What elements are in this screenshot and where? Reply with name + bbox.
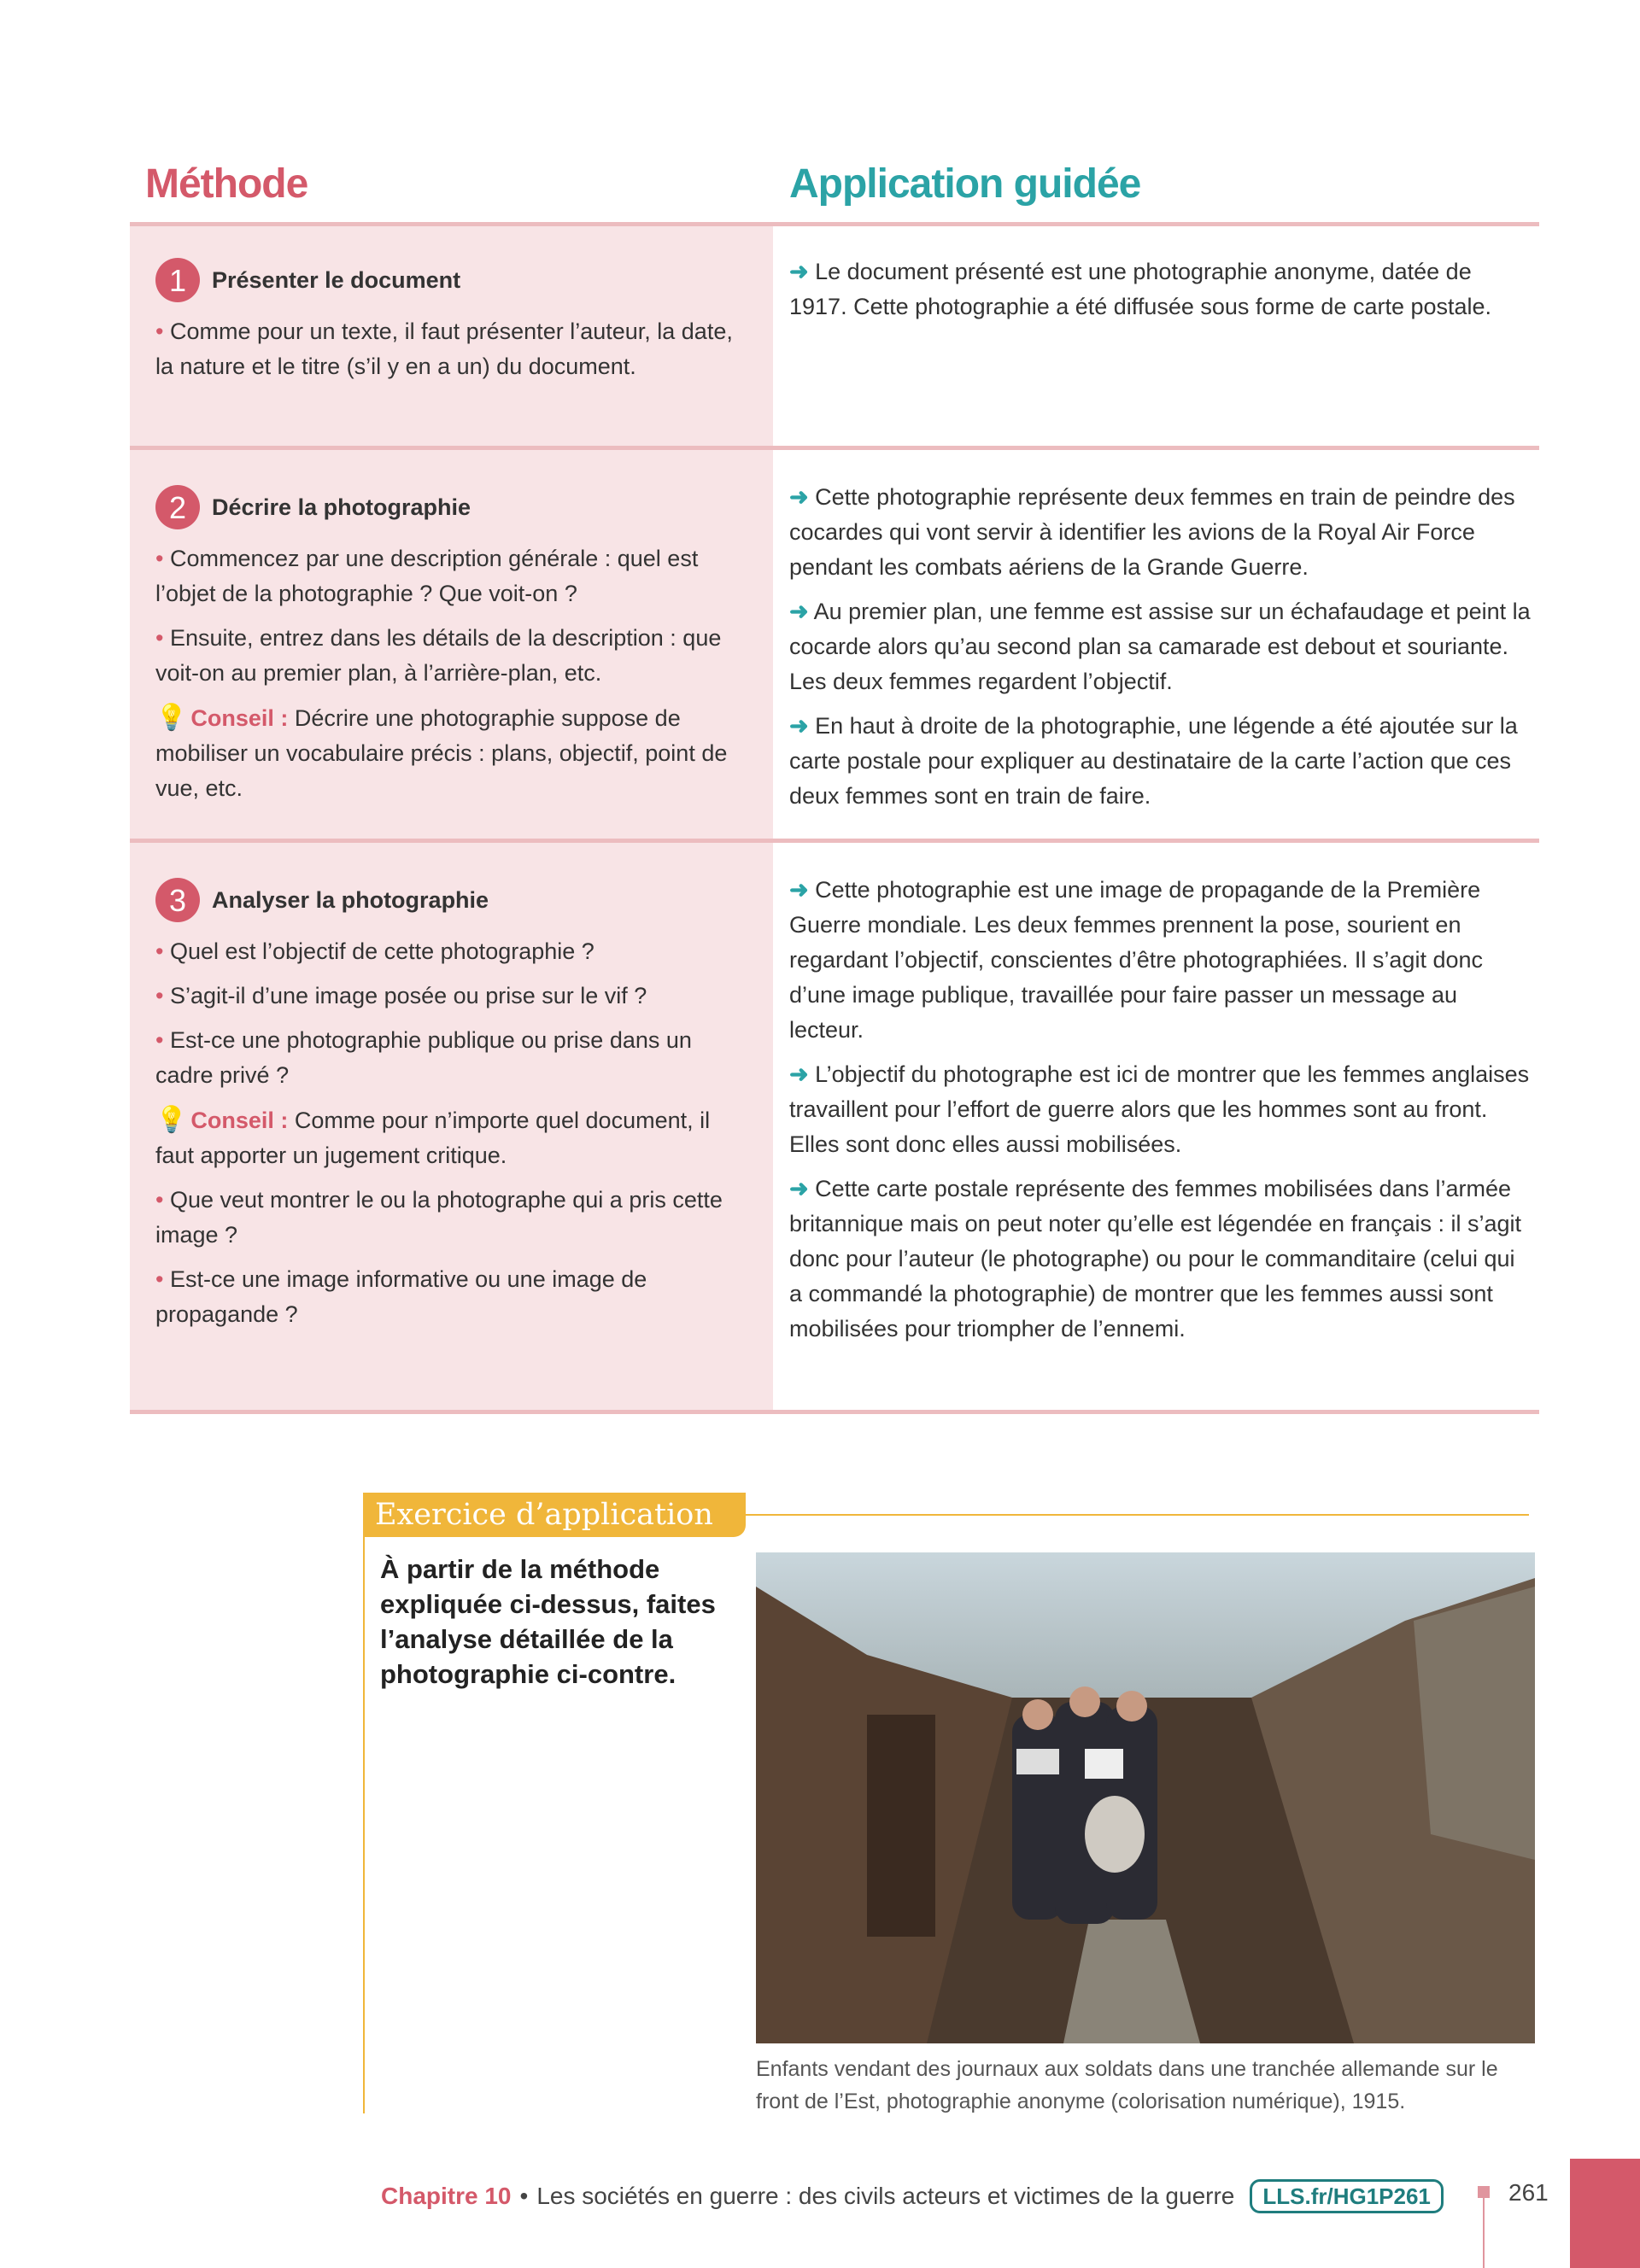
arrow-icon: ➜ [789,484,809,510]
arrow-icon: ➜ [789,259,809,284]
method-bullet: Comme pour un texte, il faut présenter l’auteur, la date, la nature et le titre (s’il y en a un) du document. [155,319,733,379]
method-bullet: Que veut montrer le ou la photographe qui a pris cette image ? [155,1187,723,1248]
divider [130,839,1539,843]
conseil-label: Conseil : [190,1108,289,1133]
arrow-icon: ➜ [789,713,809,739]
conseil-label: Conseil : [190,705,289,731]
lls-link[interactable]: LLS.fr/HG1P261 [1250,2179,1444,2213]
divider [130,222,1539,226]
application-text: Le document présenté est une photographie anonyme, datée de 1917. Cette photographie a été diffusée sous forme de carte postale. [789,259,1492,319]
arrow-icon: ➜ [789,877,809,903]
arrow-icon: ➜ [789,1176,809,1201]
step-3: 3 Analyser la photographie • Quel est l’objectif de cette photographie ? • S’agit-il d’une image posée ou prise sur le vif ? • Est-ce une photographie publique ou prise dans un cadre privé ? 💡 Conseil : Comme pour n’importe quel document, il faut apporter un jugement critique. • Que veut montrer le ou la photographe qui a pris cette image ? • Est-ce une image informative ou une image de propagande ? [155,878,753,1342]
step-title: Décrire la photographie [212,494,472,520]
step-title: Analyser la photographie [212,886,489,913]
page-marker [1478,2186,1490,2198]
separator: • [519,2183,529,2209]
page-marker-line [1483,2198,1485,2268]
application-text: Au premier plan, une femme est assise sur un échafaudage et peint la cocarde alors qu’au second plan sa camarade est debout et souriante. Les deux femmes regardent l’objectif. [789,599,1531,694]
conseil-text: Décrire une photographie suppose de mobiliser un vocabulaire précis : plans, objectif, point de vue, etc. [155,705,728,801]
exercise-instruction: À partir de la méthode expliquée ci-dessus, faites l’analyse détaillée de la photographie ci-contre. [380,1554,716,1689]
trench-photograph [756,1552,1535,2043]
step-1: 1 Présenter le document • Comme pour un texte, il faut présenter l’auteur, la date, la nature et le titre (s’il y en a un) du document. [155,258,753,394]
application-text: Cette photographie représente deux femmes en train de peindre des cocardes qui vont servir à identifier les avions de la Royal Air Force pendant les combats aériens de la Grande Guerre. [789,484,1515,580]
conseil-text: Comme pour n’importe quel document, il faut apporter un jugement critique. [155,1108,711,1168]
divider [130,1410,1539,1414]
step-number: 3 [155,878,200,922]
page-tab [1570,2159,1640,2268]
application-text: Cette photographie est une image de propagande de la Première Guerre mondiale. Les deux femmes prennent la pose, sourient en regardant l’objectif, conscientes d’être photographiées. Il s’agit donc d’une image publique, travaillée pour faire passer un message au lecteur. [789,877,1483,1043]
method-bullet: Est-ce une photographie publique ou prise dans un cadre privé ? [155,1027,692,1088]
page-number: 261 [1508,2179,1549,2206]
application-1 [789,254,1532,334]
photo-caption: Enfants vendant des journaux aux soldats dans une tranchée allemande sur le front de l’Est, photographie anonyme (colorisation numérique), 1915. [756,2057,1498,2113]
footer [381,2179,1444,2213]
step-2: 2 Décrire la photographie • Commencez par une description générale : quel est l’objet de la photographie ? Que voit-on ? • Ensuite, entrez dans les détails de la description : que voit-on au premier plan, à l’arrière-plan, etc. 💡 Conseil : Décrire une photographie suppose de mobiliser un vocabulaire précis : plans, objectif, point de vue, etc. [155,485,753,815]
application-text: Cette carte postale représente des femmes mobilisées dans l’armée britannique mais on peut noter qu’elle est légendée en français : il s’agit donc pour l’auteur (le photographe) ou pour le commanditaire (celui qui a commandé la photographie) de montrer que les femmes aussi sont mobilisées pour triompher de l’ennemi. [789,1176,1522,1342]
application-heading: Application guidée [789,161,1141,207]
method-bullet: S’agit-il d’une image posée ou prise sur le vif ? [169,983,647,1008]
method-bullet: Ensuite, entrez dans les détails de la description : que voit-on au premier plan, à l’arrière-plan, etc. [155,625,722,686]
application-2 [789,480,1532,823]
lightbulb-icon: 💡 [155,1106,188,1134]
step-number: 2 [155,485,200,529]
exercise-label: Exercice d’application [363,1493,746,1537]
arrow-icon: ➜ [789,599,809,624]
method-bullet: Est-ce une image informative ou une image de propagande ? [155,1266,647,1327]
application-text: L’objectif du photographe est ici de montrer que les femmes anglaises travaillent pour l’effort de guerre alors que les hommes sont au front. Elles sont donc elles aussi mobilisées. [789,1061,1530,1157]
chapter-label: Chapitre 10 [381,2183,512,2209]
chapter-title: Les sociétés en guerre : des civils acteurs et victimes de la guerre [536,2183,1235,2209]
method-heading: Méthode [145,161,308,207]
exercise-side-rule [363,1537,365,2113]
divider [130,446,1539,450]
lightbulb-icon: 💡 [155,704,188,732]
method-bullet: Commencez par une description générale : quel est l’objet de la photographie ? Que voit-on ? [155,546,699,606]
application-text: En haut à droite de la photographie, une légende a été ajoutée sur la carte postale pour expliquer au destinataire de la carte l’action que ces deux femmes sont en train de faire. [789,713,1518,809]
application-3 [789,873,1532,1356]
exercise-rule [746,1514,1529,1516]
arrow-icon: ➜ [789,1061,809,1087]
step-number: 1 [155,258,200,302]
step-title: Présenter le document [212,266,461,293]
method-bullet: Quel est l’objectif de cette photographie ? [169,938,594,964]
